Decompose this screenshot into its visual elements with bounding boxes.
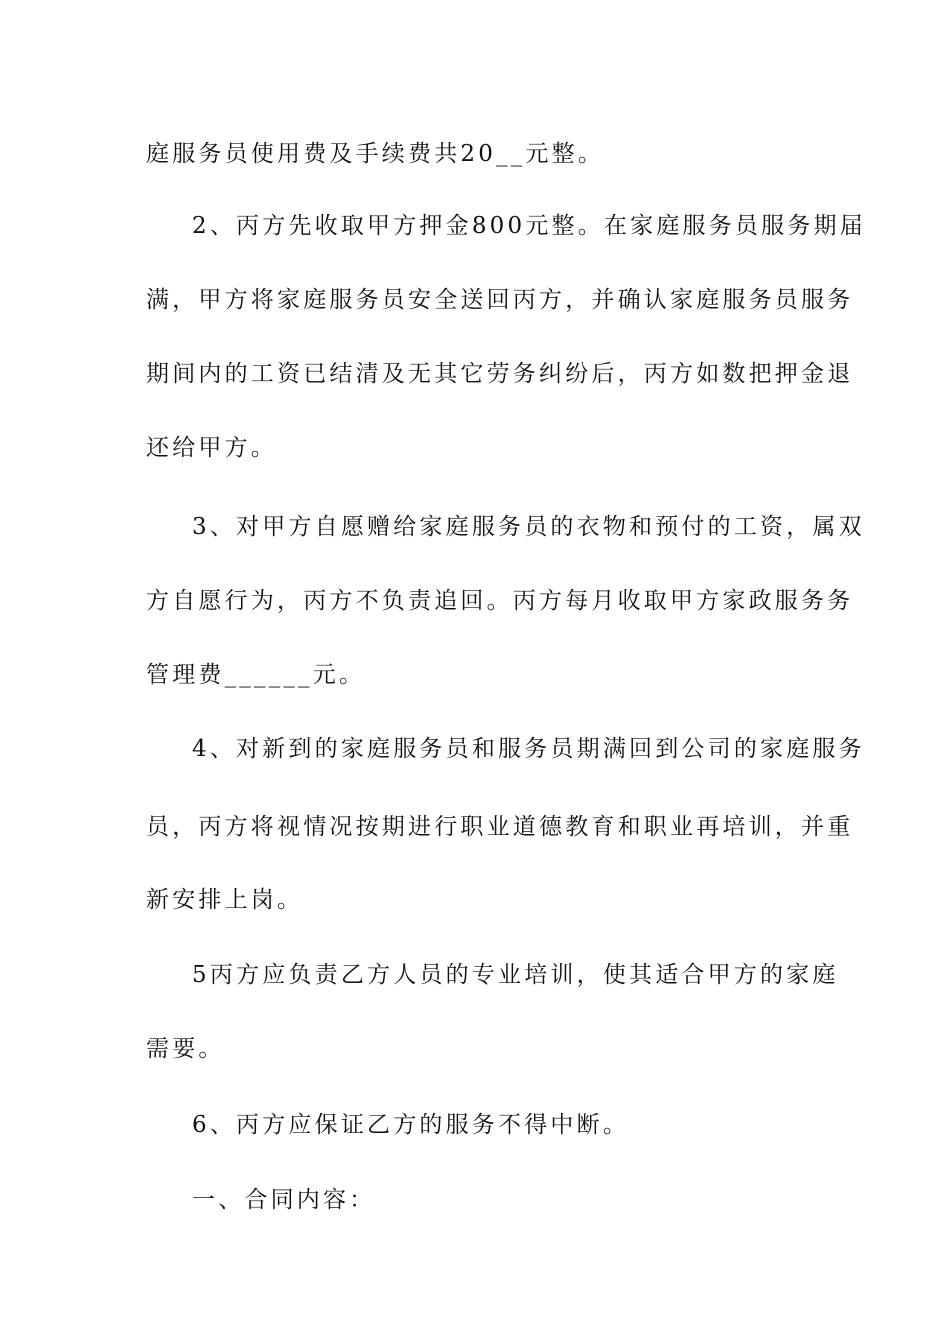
text-line: 2、丙方先收取甲方押金800元整。在家庭服务员服务期届 xyxy=(192,213,866,239)
text-line: 期间内的工资已结清及无其它劳务纠纷后，丙方如数把押金退 xyxy=(146,361,854,387)
text-line: 方自愿行为，丙方不负责追回。丙方每月收取甲方家政服务务 xyxy=(146,588,854,614)
text-line: 4、对新到的家庭服务员和服务员期满回到公司的家庭服务 xyxy=(192,736,865,762)
text-line: 3、对甲方自愿赠给家庭服务员的衣物和预付的工资，属双 xyxy=(192,514,865,540)
text-line: 还给甲方。 xyxy=(146,435,277,461)
text-line: 5丙方应负责乙方人员的专业培训，使其适合甲方的家庭 xyxy=(192,962,839,988)
text-line: 员，丙方将视情况按期进行职业道德教育和职业再培训，并重 xyxy=(146,814,854,840)
section-heading: 一、合同内容： xyxy=(192,1187,376,1213)
text-line: 需要。 xyxy=(146,1036,225,1062)
text-line: 管理费______元。 xyxy=(146,662,366,688)
text-line: 新安排上岗。 xyxy=(146,887,304,913)
text-line: 满，甲方将家庭服务员安全送回丙方，并确认家庭服务员服务 xyxy=(146,287,854,313)
text-line: 庭服务员使用费及手续费共20__元整。 xyxy=(146,141,605,167)
text-line: 6、丙方应保证乙方的服务不得中断。 xyxy=(192,1112,630,1138)
